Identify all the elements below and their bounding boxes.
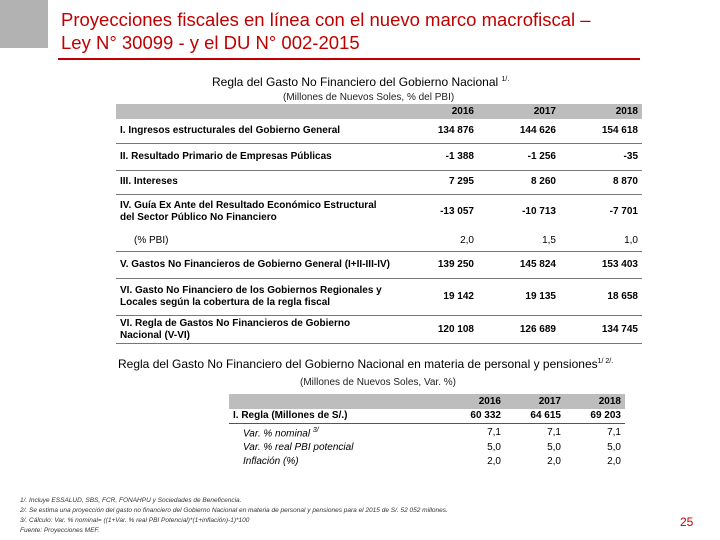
row-note: 3/: [312, 427, 319, 434]
table1-subtitle: (Millones de Nuevos Soles, % del PBI): [283, 92, 455, 103]
table2-caption-note: 1/ 2/.: [597, 358, 614, 365]
table-row: II. Resultado Primario de Empresas Públicas -1 388 -1 256 -35: [116, 144, 642, 170]
title-line-2: Ley N° 30099 - y el DU N° 002-2015: [61, 32, 360, 53]
table2-subtitle: (Millones de Nuevos Soles, Var. %): [300, 377, 456, 388]
footnote: 1/. Incluye ESSALUD, SBS, FCR, FONAHPU y Sociedades de Beneficencia.: [20, 497, 242, 504]
table-row: III. Intereses 7 295 8 260 8 870: [116, 170, 642, 194]
table-row: V. Gastos No Financieros de Gobierno General (I+II-III-IV) 139 250 145 824 153 403: [116, 252, 642, 278]
table2-year: 2018: [565, 394, 625, 409]
table2-caption: Regla del Gasto No Financiero del Gobierno Nacional en materia de personal y pensiones$^{1/ 2/.}$: [118, 357, 614, 371]
table-row: IV. Guía Ex Ante del Resultado Económico Estructural del Sector Público No Financiero -13 057 -10 713 -7 701: [120, 200, 638, 224]
title-underline: [58, 58, 640, 60]
table-row: Inflación (%) 2,0 2,0 2,0: [243, 456, 621, 468]
table-row: I. Ingresos estructurales del Gobierno General 134 876 144 626 154 618: [116, 119, 642, 143]
table-row: VI. Gasto No Financiero de los Gobiernos Regionales y Locales según la cobertura de la regla fiscal 19 142 19 135 18 658: [116, 278, 642, 316]
table-row: VI. Regla de Gastos No Financieros de Gobierno Nacional (V-VI) 120 108 126 689 134 745: [116, 316, 642, 344]
page-number: 25: [680, 515, 694, 529]
table1-header-row: [116, 104, 642, 119]
page-title: [61, 8, 701, 54]
table1-year: 2018: [560, 104, 642, 119]
footnote: 2/. Se estima una proyección del gasto no financiero del Gobierno Nacional en materia de personal y pensiones para el 2015 de S/. 52 052 millones.: [20, 507, 448, 514]
corner-decoration: [0, 0, 48, 48]
footnote: 3/. Cálculo: Var. % nominal= ((1+Var. % real PBI Potencial)*(1+inflación)-1)*100: [20, 517, 250, 524]
footnotes: [20, 496, 448, 536]
table1-caption-note: 1/.: [501, 76, 510, 83]
table1-year: 2016: [396, 104, 478, 119]
table-row: (% PBI) 2,0 1,5 1,0: [116, 230, 642, 252]
personnel-rule-table: [229, 394, 625, 469]
table2-header-row: [229, 394, 625, 409]
table2-year: 2017: [505, 394, 565, 409]
table2-year: 2016: [445, 394, 505, 409]
table1-caption: Regla del Gasto No Financiero del Gobierno Nacional $^{1/.}$: [212, 75, 510, 89]
table-row: Var. % nominal $^{3/}$ 7,1 7,1 7,1: [243, 426, 621, 440]
table1-year: 2017: [478, 104, 560, 119]
source-note: Fuente: Proyecciones MEF.: [20, 527, 100, 534]
table-row: Var. % real PBI potencial 5,0 5,0 5,0: [243, 442, 621, 454]
title-line-1: Proyecciones fiscales en línea con el nuevo marco macrofiscal –: [61, 9, 591, 30]
fiscal-rule-table: [116, 104, 642, 344]
table-row: I. Regla (Millones de S/.) 60 332 64 615 69 203: [229, 409, 625, 424]
